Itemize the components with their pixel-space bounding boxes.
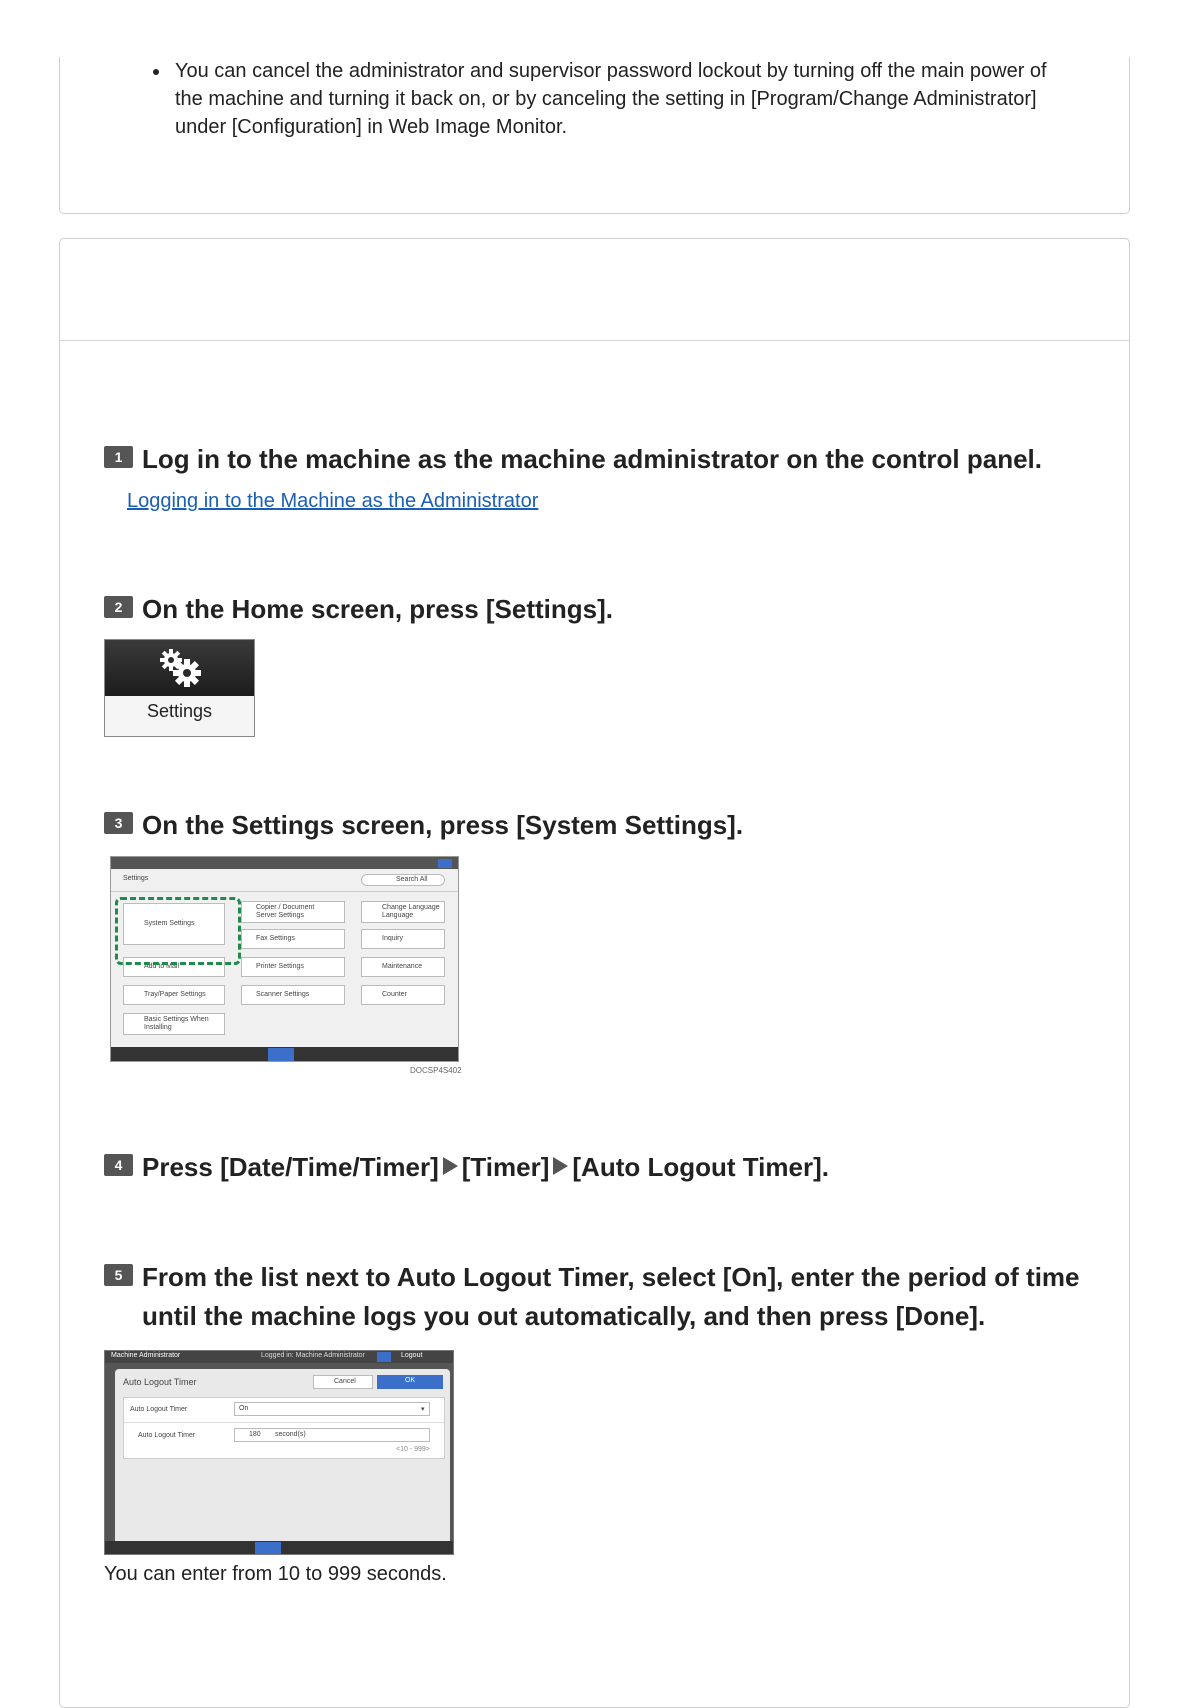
step-number: 5 [104, 1264, 133, 1286]
step-number: 4 [104, 1154, 133, 1176]
login-admin-link[interactable]: Logging in to the Machine as the Administrator [127, 490, 539, 512]
procedure-header [60, 239, 1129, 341]
highlight-dashed-box [115, 897, 241, 965]
step-number: 3 [104, 812, 133, 834]
step-4-part-2: [Timer] [461, 1152, 550, 1182]
row2-label: Auto Logout Timer [138, 1432, 196, 1439]
divider [111, 891, 458, 892]
settings-tile[interactable] [104, 639, 255, 737]
step-text: From the list next to Auto Logout Timer, select [On], enter the period of time until the machine logs you out automatically, and then press [Done]. [142, 1262, 1080, 1331]
search-label: Search All [396, 876, 428, 883]
step-1 [104, 440, 1042, 479]
tile-inquiry [361, 929, 445, 949]
cancel-button [313, 1375, 373, 1389]
step-number: 2 [104, 596, 133, 618]
search-box [361, 874, 445, 886]
timer-input [234, 1428, 430, 1442]
screen-bottombar [111, 1047, 458, 1062]
tile-text: Change Language Language [382, 904, 440, 919]
step-number: 1 [104, 446, 133, 468]
tile-text: Maintenance [382, 963, 423, 970]
dialog-title: Auto Logout Timer [123, 1377, 197, 1387]
arrow-icon [443, 1157, 458, 1175]
tile-text: Tray/Paper Settings [144, 991, 206, 998]
note-list [60, 57, 1129, 141]
form-panel [123, 1397, 445, 1459]
row2-unit: second(s) [275, 1431, 306, 1438]
row2-range: <10 - 999> [396, 1446, 430, 1453]
chevron-down-icon: ▾ [421, 1406, 425, 1413]
step-text: On the Settings screen, press [System Settings]. [142, 810, 744, 840]
tile-header [105, 640, 254, 696]
row-divider [124, 1422, 444, 1423]
help-icon [438, 859, 452, 868]
step-text [142, 1148, 829, 1187]
help-icon [377, 1352, 391, 1362]
tile-fax [241, 929, 345, 949]
home-icon [255, 1542, 281, 1555]
step-2 [104, 590, 613, 629]
step-text: Log in to the machine as the machine administrator on the control panel. [142, 444, 1043, 474]
tile-basic [123, 1013, 225, 1035]
row1-value: On [239, 1405, 249, 1412]
final-note: You can enter from 10 to 999 seconds. [104, 1563, 447, 1585]
screen-title: Settings [123, 875, 149, 882]
step-5 [104, 1258, 1104, 1336]
header-mid: Logged in: Machine Administrator [261, 1352, 365, 1359]
image-code: DOCSP4S402 [410, 1066, 462, 1075]
step-4-part-1: Press [Date/Time/Timer] [142, 1152, 439, 1182]
tile-text: Printer Settings [256, 963, 304, 970]
note-box [59, 57, 1130, 214]
tile-text: Add to Mail [144, 963, 180, 970]
tile-maintenance [361, 957, 445, 977]
step-text: On the Home screen, press [Settings]. [142, 594, 614, 624]
ok-button [377, 1375, 443, 1389]
tile-label: Settings [146, 701, 213, 721]
logout-label: Logout [401, 1352, 423, 1359]
tile-text: Scanner Settings [256, 991, 310, 998]
tile-tray [123, 985, 225, 1005]
settings-screen-image [110, 856, 459, 1062]
row2-value: 180 [249, 1431, 261, 1438]
tile-text: Copier / Document Server Settings [256, 904, 315, 919]
tile-text: Fax Settings [256, 935, 295, 942]
tile-text: Counter [382, 991, 407, 998]
tile-language [361, 901, 445, 923]
row1-label: Auto Logout Timer [130, 1406, 188, 1413]
note-bullet: You can cancel the administrator and supervisor password lockout by turning off the main power of the machine and turning it back on, or by canceling the setting in [Program/Change Administrator] under [Configuration] in Web Image Monitor. [175, 57, 1129, 141]
home-icon [268, 1048, 294, 1062]
arrow-icon [553, 1157, 568, 1175]
screen-topbar [105, 1351, 453, 1363]
tile-text: System Settings [144, 920, 195, 927]
timer-dialog [115, 1369, 450, 1545]
auto-logout-select [234, 1402, 430, 1416]
timer-screen-image [104, 1350, 454, 1555]
header-left: Machine Administrator [111, 1352, 181, 1359]
step-4-part-3: [Auto Logout Timer]. [572, 1152, 829, 1182]
ok-label: OK [405, 1377, 416, 1384]
tile-counter [361, 985, 445, 1005]
tile-scanner [241, 985, 345, 1005]
step-3 [104, 806, 743, 845]
step-4 [104, 1148, 829, 1187]
tile-printer [241, 957, 345, 977]
tile-copier [241, 901, 345, 923]
tile-text: Inquiry [382, 935, 404, 942]
tile-text: Basic Settings When Installing [144, 1016, 209, 1031]
cancel-label: Cancel [334, 1378, 356, 1385]
screen-bottombar [105, 1541, 453, 1555]
gear-icon [105, 640, 256, 696]
screen-topbar [111, 857, 458, 869]
